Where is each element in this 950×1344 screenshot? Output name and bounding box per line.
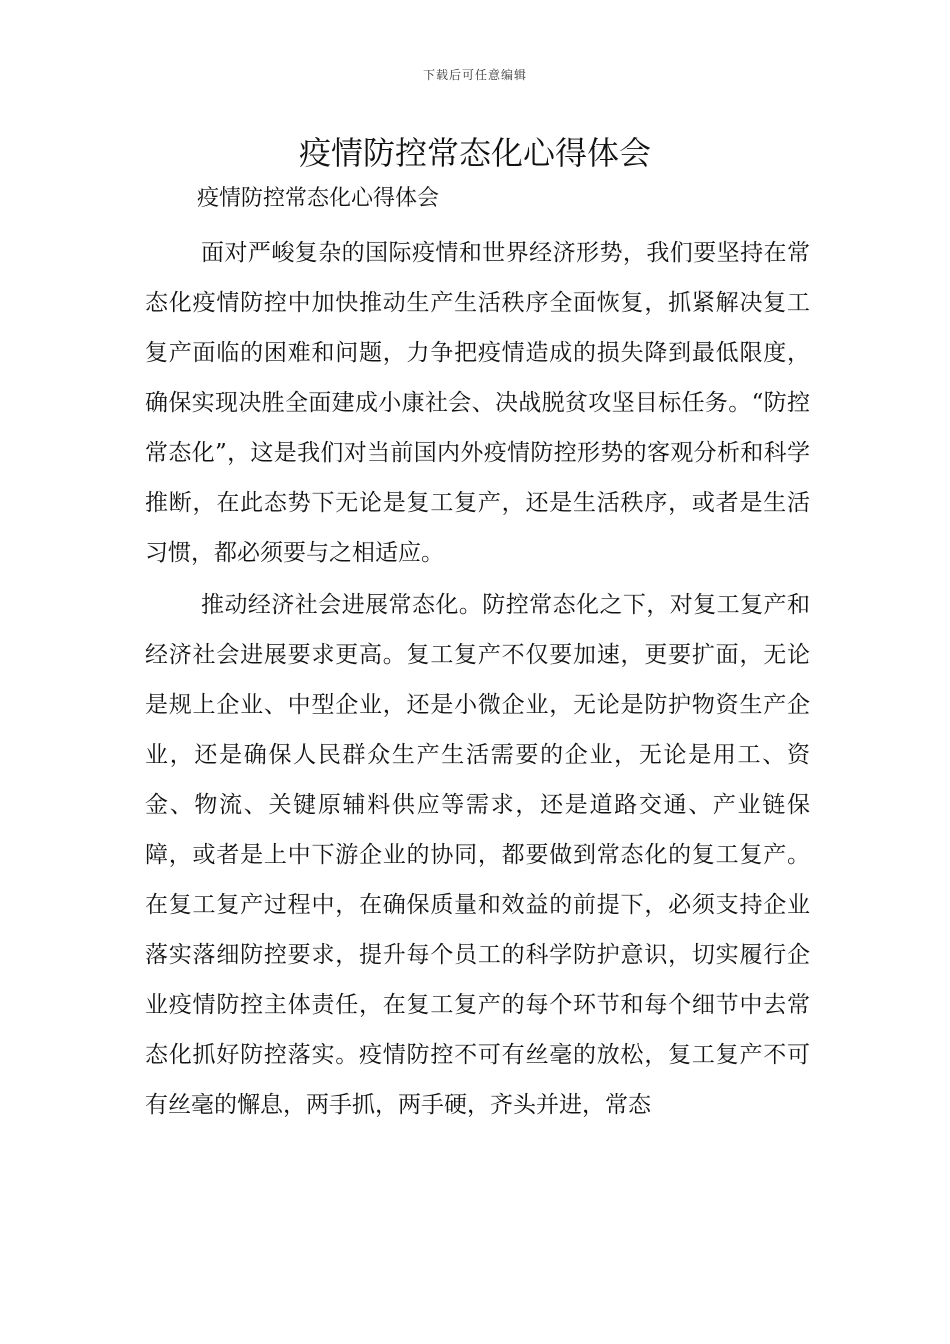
- paragraph-1: 面对严峻复杂的国际疫情和世界经济形势，我们要坚持在常态化疫情防控中加快推动生产生活秩序全面恢复，抓紧解决复工复产面临的困难和问题，力争把疫情造成的损失降到最低限度，确保实现决胜全面建成小康社会、决战脱贫攻坚目标任务。“防控常态化”，这是我们对当前国内外疫情防控形势的客观分析和科学推断，在此态势下无论是复工复产，还是生活秩序，或者是生活习惯，都必须要与之相适应。: [145, 240, 810, 566]
- header-note: 下载后可任意编辑: [422, 68, 527, 82]
- document-body: [145, 180, 810, 1130]
- document-title: 疫情防控常态化心得体会: [298, 134, 651, 172]
- document-subtitle: 疫情防控常态化心得体会: [197, 186, 440, 211]
- paragraph-2: 推动经济社会进展常态化。防控常态化之下，对复工复产和经济社会进展要求更高。复工复产不仅要加速，更要扩面，无论是规上企业、中型企业，还是小微企业，无论是防护物资生产企业，还是确保人民群众生产生活需要的企业，无论是用工、资金、物流、关键原辅料供应等需求，还是道路交通、产业链保障，或者是上中下游企业的协同，都要做到常态化的复工复产。在复工复产过程中，在确保质量和效益的前提下，必须支持企业落实落细防控要求，提升每个员工的科学防护意识，切实履行企业疫情防控主体责任，在复工复产的每个环节和每个细节中去常态化抓好防控落实。疫情防控不可有丝毫的放松，复工复产不可有丝毫的懈息，两手抓，两手硬，齐头并进，常态: [145, 592, 810, 1118]
